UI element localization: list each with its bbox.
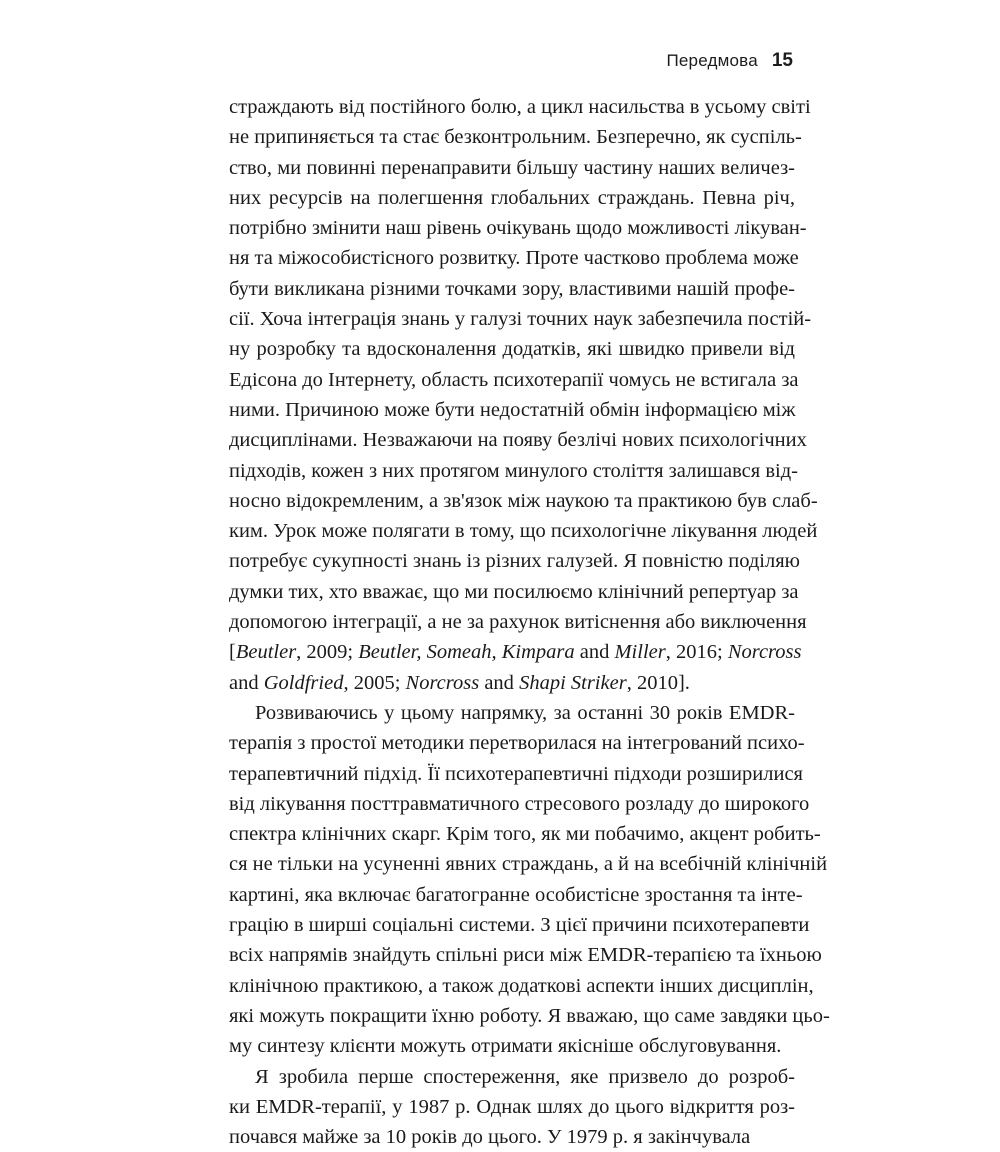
text-segment: , 2016; <box>666 641 728 663</box>
text-line <box>229 1001 795 1031</box>
text-segment: спектра клінічних скарг. Крім того, як ми побачимо, акцент робить- <box>229 823 821 845</box>
text-line <box>229 971 795 1001</box>
text-segment: му синтезу клієнти можуть отримати якісніше обслуговування. <box>229 1035 781 1057</box>
paragraph <box>229 698 795 1062</box>
text-line <box>229 819 795 849</box>
citation-author: Miller <box>614 641 665 663</box>
text-line <box>229 122 795 152</box>
citation-author: Shapi Striker <box>519 672 627 694</box>
text-segment: терапевтичний підхід. Її психотерапевтичні підходи розширилися <box>229 763 803 785</box>
text-line <box>229 153 795 183</box>
text-segment: ну розробку та вдосконалення додатків, які швидко привели від <box>229 338 795 360</box>
text-segment: них ресурсів на полегшення глобальних страждань. Певна річ, <box>229 187 795 209</box>
text-segment: дисциплінами. Незважаючи на появу безлічі нових психологічних <box>229 429 807 451</box>
text-segment: потребує сукупності знань із різних галузей. Я повністю поділяю <box>229 550 800 572</box>
text-segment: ким. Урок може полягати в тому, що психологічне лікування людей <box>229 520 817 542</box>
running-head <box>666 50 793 72</box>
citation-author: Goldfried <box>264 672 344 694</box>
citation-author: Beutler <box>236 641 296 663</box>
text-segment: [ <box>229 641 236 663</box>
text-line <box>229 365 795 395</box>
citation-author: Beutler, Someah, Kimpara <box>358 641 574 663</box>
text-line <box>229 334 795 364</box>
text-line <box>229 940 795 970</box>
text-segment: ся не тільки на усуненні явних страждань, а й на всебічній клінічній <box>229 853 827 875</box>
text-segment: ство, ми повинні перенаправити більшу частину наших величез- <box>229 157 795 179</box>
text-line <box>229 304 795 334</box>
text-segment: носно відокремленим, а зв'язок між наукою та практикою був слаб- <box>229 490 818 512</box>
text-line <box>229 395 795 425</box>
text-segment: and <box>575 641 615 663</box>
text-segment: сії. Хоча інтеграція знань у галузі точних наук забезпечила постій- <box>229 308 811 330</box>
text-line <box>229 668 795 698</box>
text-segment: and <box>479 672 519 694</box>
text-line <box>229 546 795 576</box>
paragraph <box>229 92 795 698</box>
text-line <box>229 243 795 273</box>
section-title: Передмова <box>666 51 757 71</box>
text-segment: не припиняється та стає безконтрольним. Безперечно, як суспіль- <box>229 126 802 148</box>
citation-author: Norcross <box>728 641 802 663</box>
text-segment: , 2005; <box>343 672 405 694</box>
text-segment: Едісона до Інтернету, область психотерапії чомусь не встигала за <box>229 369 799 391</box>
body-text <box>229 92 795 1152</box>
text-line <box>229 425 795 455</box>
text-line <box>229 789 795 819</box>
text-line <box>229 183 795 213</box>
text-segment: терапія з простої методики перетворилася на інтегрований психо- <box>229 732 805 754</box>
text-segment: , 2010]. <box>627 672 690 694</box>
text-line <box>229 728 795 758</box>
text-line <box>229 698 795 728</box>
text-segment: бути викликана різними точками зору, властивими нашій профе- <box>229 278 795 300</box>
text-segment: допомогою інтеграції, а не за рахунок витіснення або виключення <box>229 611 807 633</box>
text-segment: підходів, кожен з них протягом минулого століття залишався від- <box>229 460 798 482</box>
text-segment: ня та міжособистісного розвитку. Проте частково проблема може <box>229 247 799 269</box>
text-line <box>229 1062 795 1092</box>
citation-author: Norcross <box>406 672 480 694</box>
text-segment: ними. Причиною може бути недостатній обмін інформацією між <box>229 399 796 421</box>
text-segment: клінічною практикою, а також додаткові аспекти інших дисциплін, <box>229 975 814 997</box>
text-line <box>229 607 795 637</box>
text-segment: картині, яка включає багатогранне особистісне зростання та інте- <box>229 884 803 906</box>
text-segment: ки EMDR-терапії, у 1987 р. Однак шлях до цього відкриття роз- <box>229 1096 795 1118</box>
text-line <box>229 759 795 789</box>
text-segment: від лікування посттравматичного стресового розладу до широкого <box>229 793 809 815</box>
text-segment: почався майже за 10 років до цього. У 1979 р. я закінчувала <box>229 1126 750 1148</box>
text-line <box>229 880 795 910</box>
text-segment: and <box>229 672 264 694</box>
text-segment: грацію в ширші соціальні системи. З цієї причини психотерапевти <box>229 914 809 936</box>
text-segment: потрібно змінити наш рівень очікувань щодо можливості лікуван- <box>229 217 807 239</box>
text-line <box>229 92 795 122</box>
text-line <box>229 456 795 486</box>
text-line <box>229 486 795 516</box>
text-line <box>229 1122 795 1152</box>
text-segment: Я зробила перше спостереження, яке призвело до розроб- <box>255 1066 795 1088</box>
text-line <box>229 274 795 304</box>
text-segment: думки тих, хто вважає, що ми посилюємо клінічний репертуар за <box>229 581 799 603</box>
text-line <box>229 849 795 879</box>
text-line <box>229 213 795 243</box>
paragraph <box>229 1062 795 1152</box>
text-segment: страждають від постійного болю, а цикл насильства в усьому світі <box>229 96 811 118</box>
text-line <box>229 910 795 940</box>
text-line <box>229 516 795 546</box>
text-segment: які можуть покращити їхню роботу. Я вважаю, що саме завдяки цьо- <box>229 1005 830 1027</box>
text-segment: всіх напрямів знайдуть спільні риси між EMDR-терапією та їхньою <box>229 944 822 966</box>
text-line <box>229 1031 795 1061</box>
text-line <box>229 637 795 667</box>
text-line <box>229 1092 795 1122</box>
page-number: 15 <box>772 50 793 72</box>
text-line <box>229 577 795 607</box>
text-segment: Розвиваючись у цьому напрямку, за останні 30 років EMDR- <box>255 702 795 724</box>
text-segment: , 2009; <box>296 641 358 663</box>
